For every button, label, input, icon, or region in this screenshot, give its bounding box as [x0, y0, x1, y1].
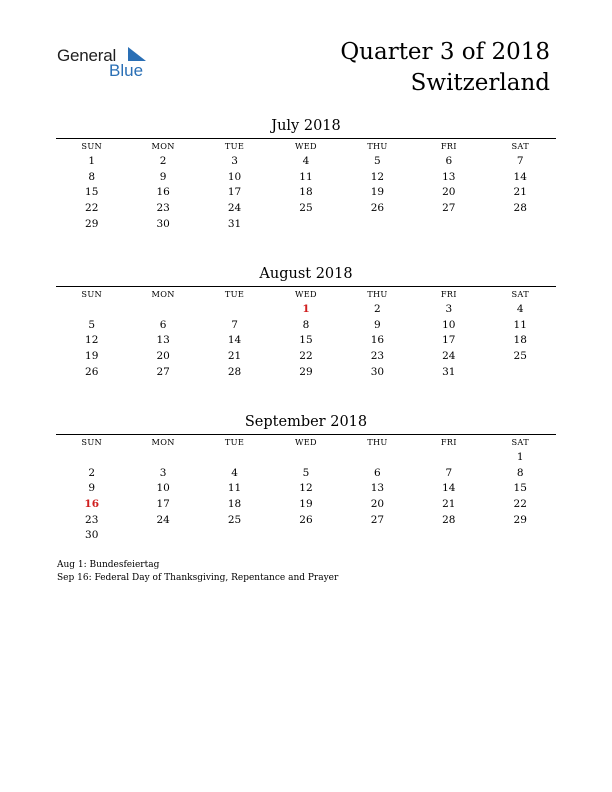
- day-cell: 26: [85, 365, 99, 378]
- calendar-grid: [56, 286, 556, 380]
- day-cell: 11: [299, 170, 313, 183]
- weekday-label: SUN: [81, 437, 102, 447]
- day-cell: 10: [156, 482, 170, 495]
- day-cell: 5: [302, 466, 310, 479]
- day-cell: [199, 528, 270, 544]
- day-cell: 25: [299, 202, 313, 215]
- day-cell: 4: [516, 303, 524, 315]
- weekday-label: SUN: [81, 141, 102, 151]
- day-cell: 1: [88, 155, 96, 167]
- day-cell: 8: [302, 318, 310, 331]
- day-cell: 3: [159, 466, 167, 479]
- week-row: [56, 528, 556, 544]
- weekday-label: SAT: [511, 289, 529, 299]
- week-row: [56, 349, 556, 365]
- week-row: [56, 466, 556, 482]
- day-cell: [485, 217, 556, 233]
- weekday-label: MON: [151, 437, 175, 447]
- weekday-label: SUN: [81, 289, 102, 299]
- day-cell: 22: [299, 350, 313, 363]
- day-cell: 21: [513, 186, 527, 199]
- weekday-label: TUE: [224, 437, 245, 447]
- month-title: August 2018: [259, 266, 353, 282]
- day-cell: 13: [442, 170, 456, 183]
- weekday-label: TUE: [224, 141, 245, 151]
- day-cell: 29: [513, 513, 527, 526]
- day-cell: 15: [299, 334, 313, 347]
- day-cell: 28: [513, 202, 527, 215]
- day-cell: 30: [85, 529, 99, 542]
- day-cell: 6: [374, 466, 381, 479]
- week-row: [56, 201, 556, 217]
- day-cell: 8: [516, 466, 524, 479]
- day-cell: 14: [227, 334, 242, 347]
- day-cell: [127, 528, 198, 544]
- day-cell: 23: [85, 513, 99, 526]
- day-cell: 17: [227, 186, 242, 199]
- weekday-header-row: [56, 139, 556, 154]
- day-cell: 7: [231, 318, 238, 331]
- day-cell: 18: [227, 498, 242, 511]
- day-cell: 30: [156, 217, 170, 230]
- day-cell: 1: [516, 451, 524, 463]
- day-cell: [342, 528, 413, 544]
- day-cell: [127, 302, 198, 318]
- day-cell: 22: [85, 202, 99, 215]
- day-cell: 3: [445, 303, 453, 315]
- day-cell: 9: [159, 170, 167, 183]
- weekday-label: TUE: [224, 289, 245, 299]
- week-row: [56, 217, 556, 233]
- day-cell: 25: [513, 350, 527, 363]
- month-july: [56, 117, 556, 232]
- day-cell: 26: [370, 202, 385, 215]
- day-cell: 2: [88, 466, 96, 479]
- day-cell: 25: [227, 513, 242, 526]
- day-cell: [127, 450, 198, 466]
- day-cell: 10: [442, 318, 456, 331]
- day-cell: 19: [85, 350, 99, 363]
- week-row: [56, 154, 556, 170]
- day-cell: 4: [231, 466, 238, 479]
- week-row: [56, 513, 556, 529]
- day-cell: [199, 302, 270, 318]
- day-cell: [56, 302, 127, 318]
- weekday-label: FRI: [440, 437, 457, 447]
- week-row: [56, 481, 556, 497]
- day-cell: 19: [299, 498, 313, 511]
- week-row: [56, 318, 556, 334]
- day-cell: 26: [299, 513, 313, 526]
- weekday-header-row: [56, 287, 556, 302]
- day-cell: 16: [370, 334, 385, 347]
- day-cell: [413, 217, 484, 233]
- weekday-label: WED: [295, 141, 317, 151]
- day-cell: [270, 450, 341, 466]
- day-cell: 6: [445, 155, 453, 167]
- day-cell: 14: [513, 170, 527, 183]
- logo-text-general: General: [57, 46, 117, 65]
- day-cell: 2: [374, 303, 381, 315]
- day-cell: 14: [442, 482, 456, 495]
- day-cell: 17: [156, 498, 170, 511]
- page-title: [340, 37, 550, 99]
- month-title: July 2018: [271, 118, 341, 134]
- month-september: [56, 413, 556, 544]
- weekday-label: WED: [295, 437, 317, 447]
- day-cell: 13: [370, 482, 385, 495]
- weekday-label: SAT: [511, 437, 529, 447]
- day-cell: [56, 450, 127, 466]
- day-cell: 30: [370, 365, 385, 378]
- week-row: [56, 497, 556, 513]
- day-cell: 24: [227, 202, 242, 215]
- day-cell: 18: [513, 334, 527, 347]
- day-cell: 13: [156, 334, 170, 347]
- week-row: [56, 302, 556, 318]
- day-cell: 11: [227, 482, 242, 495]
- day-cell: 9: [88, 482, 96, 495]
- title-quarter: Quarter 3 of 2018: [340, 39, 550, 65]
- holiday-note: Sep 16: Federal Day of Thanksgiving, Repentance and Prayer: [57, 573, 339, 583]
- day-cell: 3: [231, 155, 238, 167]
- day-cell: [342, 450, 413, 466]
- day-cell: [485, 365, 556, 381]
- day-cell: 27: [156, 365, 170, 378]
- day-cell: 12: [370, 170, 385, 183]
- week-row: [56, 185, 556, 201]
- day-cell: 16: [156, 186, 170, 199]
- day-cell: 24: [156, 513, 170, 526]
- day-cell: [270, 217, 341, 233]
- day-cell: 28: [442, 513, 456, 526]
- day-cell: 15: [85, 186, 99, 199]
- day-cell: 29: [299, 365, 313, 378]
- day-cell: 7: [516, 155, 524, 167]
- day-cell: 17: [442, 334, 456, 347]
- logo: [57, 42, 167, 82]
- title-country: Switzerland: [410, 70, 550, 96]
- day-cell: 27: [370, 513, 385, 526]
- day-cell: 5: [88, 318, 96, 331]
- weekday-label: MON: [151, 141, 175, 151]
- day-cell: 20: [156, 350, 170, 363]
- day-cell: 11: [513, 318, 527, 331]
- day-cell: 20: [370, 498, 385, 511]
- weekday-label: WED: [295, 289, 317, 299]
- day-cell: 22: [513, 498, 527, 511]
- day-cell: 7: [445, 466, 453, 479]
- holiday-day-cell: 1: [302, 303, 310, 315]
- calendar-grid: [56, 138, 556, 232]
- day-cell: [199, 450, 270, 466]
- day-cell: [342, 217, 413, 233]
- day-cell: 21: [227, 350, 242, 363]
- weekday-label: FRI: [440, 289, 457, 299]
- weekday-label: MON: [151, 289, 175, 299]
- day-cell: 9: [374, 318, 381, 331]
- day-cell: 5: [374, 155, 381, 167]
- holiday-note: Aug 1: Bundesfeiertag: [57, 560, 160, 570]
- day-cell: 10: [227, 170, 242, 183]
- day-cell: 15: [513, 482, 527, 495]
- weekday-label: FRI: [440, 141, 457, 151]
- weekday-header-row: [56, 435, 556, 450]
- weekday-label: THU: [367, 141, 388, 151]
- day-cell: 19: [370, 186, 385, 199]
- day-cell: 31: [442, 365, 456, 378]
- day-cell: 28: [227, 365, 242, 378]
- day-cell: 27: [442, 202, 456, 215]
- day-cell: [270, 528, 341, 544]
- month-august: [56, 265, 556, 380]
- day-cell: 20: [442, 186, 456, 199]
- day-cell: 31: [227, 217, 242, 230]
- week-row: [56, 450, 556, 466]
- day-cell: 24: [442, 350, 456, 363]
- day-cell: 23: [156, 202, 170, 215]
- holiday-notes: [57, 559, 338, 585]
- day-cell: [485, 528, 556, 544]
- day-cell: 23: [370, 350, 385, 363]
- day-cell: [413, 528, 484, 544]
- day-cell: 18: [299, 186, 313, 199]
- day-cell: 6: [159, 318, 167, 331]
- logo-text-blue: Blue: [109, 61, 144, 80]
- day-cell: 29: [85, 217, 99, 230]
- day-cell: 21: [442, 498, 456, 511]
- day-cell: 4: [302, 155, 310, 167]
- day-cell: 12: [85, 334, 99, 347]
- holiday-day-cell: 16: [84, 498, 100, 511]
- day-cell: 8: [88, 170, 96, 183]
- day-cell: [413, 450, 484, 466]
- week-row: [56, 333, 556, 349]
- week-row: [56, 365, 556, 381]
- month-title: September 2018: [244, 414, 368, 430]
- day-cell: 2: [159, 155, 167, 167]
- weekday-label: SAT: [511, 141, 529, 151]
- weekday-label: THU: [367, 437, 388, 447]
- calendar-grid: [56, 434, 556, 544]
- day-cell: 12: [299, 482, 313, 495]
- week-row: [56, 170, 556, 186]
- weekday-label: THU: [367, 289, 388, 299]
